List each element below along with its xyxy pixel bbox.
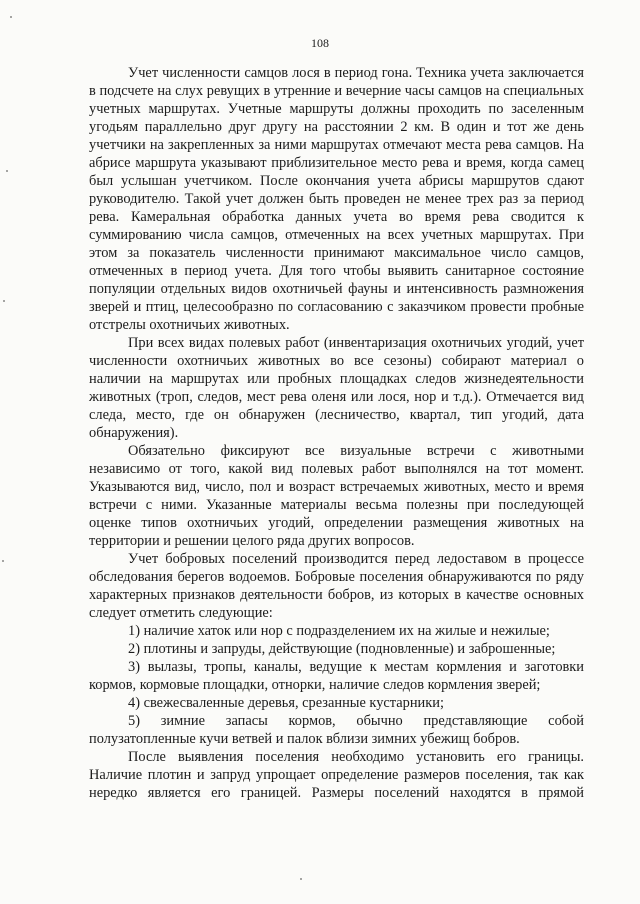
scan-speck bbox=[10, 16, 12, 18]
scan-speck bbox=[6, 170, 8, 172]
scan-speck bbox=[3, 300, 5, 302]
list-item-5: 5) зимние запасы кормов, обычно представляющие собой полузатопленные кучи ветвей и палок вблизи зимних убежищ бобров. bbox=[89, 713, 584, 747]
paragraph-field-work: При всех видах полевых работ (инвентаризация охотничьих угодий, учет численности охотничьих животных во все сезоны) собирают материал о наличии на маршрутах или пробных площадках следов жизнедеятельности животных (троп, следов, мест рева оленя или лося, нор и т.д.). Отмечается вид следа, место, где он обнаружен (лесничество, квартал, тип угодий, дата обнаружения). bbox=[89, 335, 584, 441]
paragraph-settlement-boundaries: После выявления поселения необходимо установить его границы. Наличие плотин и запруд упрощает определение размеров поселения, так как нередко является его границей. Размеры поселений находятся в прямой bbox=[89, 749, 584, 801]
paragraph-beaver-count: Учет бобровых поселений производится перед ледоставом в процессе обследования берегов водоемов. Бобровые поселения обнаруживаются по ряду характерных признаков деятельности бобров, из которых в качестве основных следует отметить следующие: bbox=[89, 551, 584, 621]
scan-speck bbox=[2, 560, 4, 562]
list-item-3: 3) вылазы, тропы, каналы, ведущие к местам кормления и заготовки кормов, кормовые площадки, отнорки, наличие следов кормления зверей; bbox=[89, 659, 584, 693]
paragraph-visual-encounters: Обязательно фиксируют все визуальные встречи с животными независимо от того, какой вид полевых работ выполнялся на тот момент. Указываются вид, число, пол и возраст встречаемых животных, место и время встречи с ними. Указанные материалы весьма полезны при последующей оценке типов охотничьих угодий, определении размещения животных на территории и решении целого ряда других вопросов. bbox=[89, 443, 584, 549]
list-item-1: 1) наличие хаток или нор с подразделением их на жилые и нежилые; bbox=[128, 623, 550, 639]
list-item-2: 2) плотины и запруды, действующие (подновленные) и заброшенные; bbox=[128, 641, 556, 657]
body-text bbox=[89, 64, 584, 802]
list-item-4: 4) свежесваленные деревья, срезанные кустарники; bbox=[128, 695, 444, 711]
scan-speck bbox=[300, 878, 302, 880]
page-number: 108 bbox=[311, 36, 329, 50]
paragraph-moose-count: Учет численности самцов лося в период гона. Техника учета заключается в подсчете на слух ревущих в утренние и вечерние часы самцов на специальных учетных маршрутах. Учетные маршруты должны проходить по заселенным угодьям параллельно друг другу на расстоянии 2 км. В один и тот же день учетчики на закрепленных за ними маршрутах отмечают места рева самцов. На абрисе маршрута указывают приблизительное место рева и время, когда самец был услышан учетчиком. После окончания учета абрисы маршрутов сдают руководителю. Такой учет должен быть проведен не менее трех раз за период рева. Камеральная обработка данных учета во время рева сводится к суммированию числа самцов, отмеченных на всех учетных маршрутах. При этом за показатель численности принимают максимальное число самцов, отмеченных в период учета. Для того чтобы выявить санитарное состояние популяции отдельных видов охотничьей фауны и интенсивность размножения зверей и птиц, целесообразно по согласованию с заказчиком провести пробные отстрелы охотничьих животных. bbox=[89, 65, 584, 333]
